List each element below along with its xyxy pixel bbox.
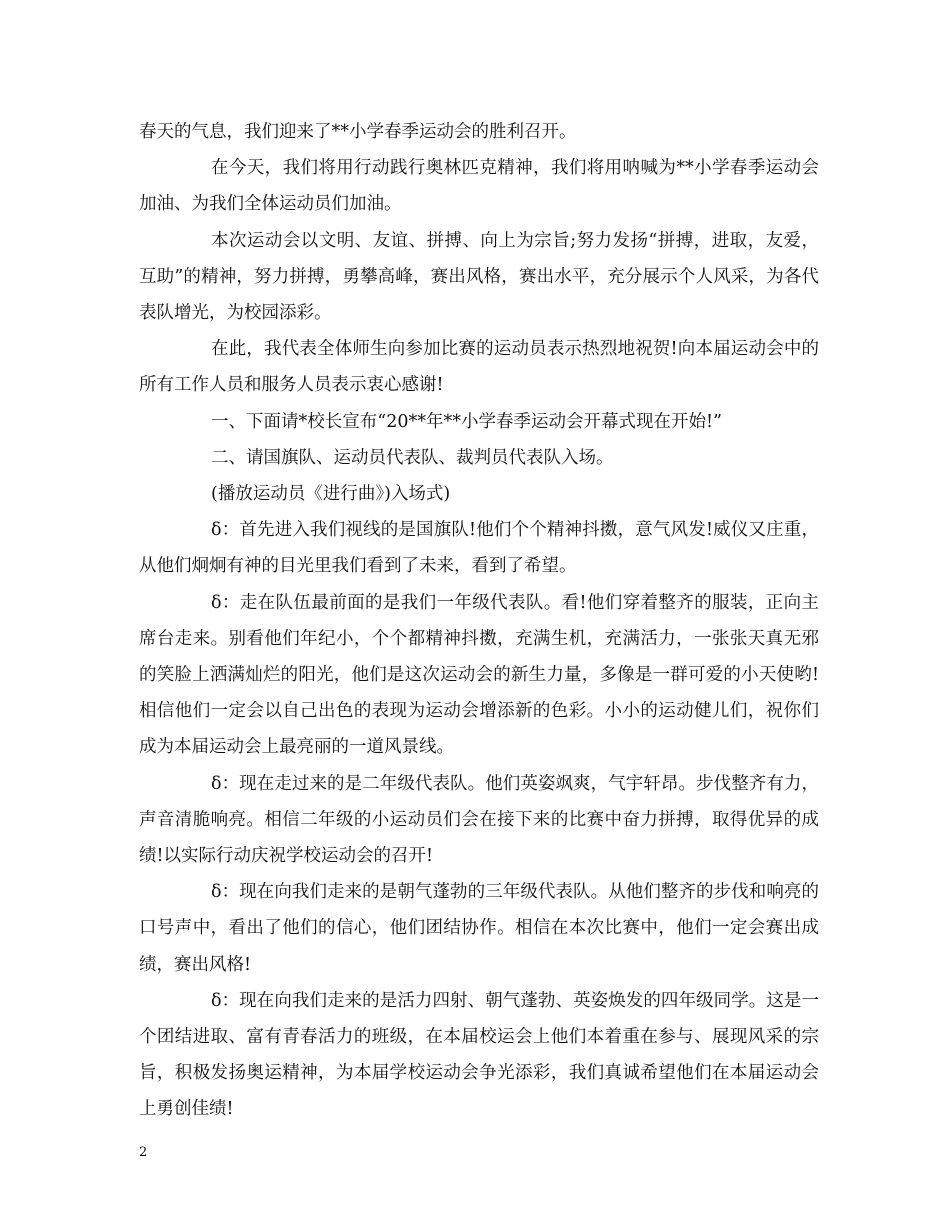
paragraph-7: (播放运动员《进行曲》)入场式)	[211, 484, 451, 505]
paragraph-3: 本次运动会以文明、友谊、拼搏、向上为宗旨;努力发扬“拼搏，进取，友爱，互助”的精神，努力拼搏，勇攀高峰，赛出风格，赛出水平，充分展示个人风采，为各代表队增光，为校园添彩。	[139, 230, 819, 324]
paragraph-11: δ：现在向我们走来的是朝气蓬勃的三年级代表队。从他们整齐的步伐和响亮的口号声中，看出了他们的信心，他们团结协作。相信在本次比赛中，他们一定会赛出成绩，赛出风格!	[139, 882, 819, 975]
paragraph-1: 春天的气息，我们迎来了**小学春季运动会的胜利召开。	[139, 122, 577, 142]
paragraph-6: 二、请国旗队、运动员代表队、裁判员代表队入场。	[211, 447, 614, 468]
paragraph-4: 在此，我代表全体师生向参加比赛的运动员表示热烈地祝贺!向本届运动会中的所有工作人员和服务人员表示衷心感谢!	[139, 339, 819, 396]
paragraph-2: 在今天，我们将用行动践行奥林匹克精神，我们将用呐喊为**小学春季运动会加油、为我们全体运动员们加油。	[139, 158, 819, 215]
paragraph-10: δ：现在走过来的是二年级代表队。他们英姿飒爽，气宇轩昂。步伐整齐有力，声音清脆响亮。相信二年级的小运动员们会在接下来的比赛中奋力拼搏，取得优异的成绩!以实际行动庆祝学校运动会的召开!	[139, 773, 819, 867]
paragraph-5: 一、下面请*校长宣布“20**年**小学春季运动会开幕式现在开始!”	[211, 411, 722, 432]
paragraph-9: δ：走在队伍最前面的是我们一年级代表队。看!他们穿着整齐的服装，正向主席台走来。别看他们年纪小，个个都精神抖擞，充满生机，充满活力，一张张天真无邪的笑脸上洒满灿烂的阳光，他们是这次运动会的新生力量，多像是一群可爱的小天使哟!相信他们一定会以自己出色的表现为运动会增添新的色彩。小小的运动健儿们，祝你们成为本届运动会上最亮丽的一道风景线。	[139, 592, 819, 758]
document-body	[139, 114, 819, 1128]
page-number: 2	[139, 1145, 148, 1160]
paragraph-12: δ：现在向我们走来的是活力四射、朝气蓬勃、英姿焕发的四年级同学。这是一个团结进取、富有青春活力的班级，在本届校运会上他们本着重在参与、展现风采的宗旨，积极发扬奥运精神，为本届学校运动会争光添彩，我们真诚希望他们在本届运动会上勇创佳绩!	[139, 990, 819, 1120]
paragraph-8: δ：首先进入我们视线的是国旗队!他们个个精神抖擞，意气风发!威仪又庄重，从他们炯炯有神的目光里我们看到了未来，看到了希望。	[139, 520, 819, 577]
